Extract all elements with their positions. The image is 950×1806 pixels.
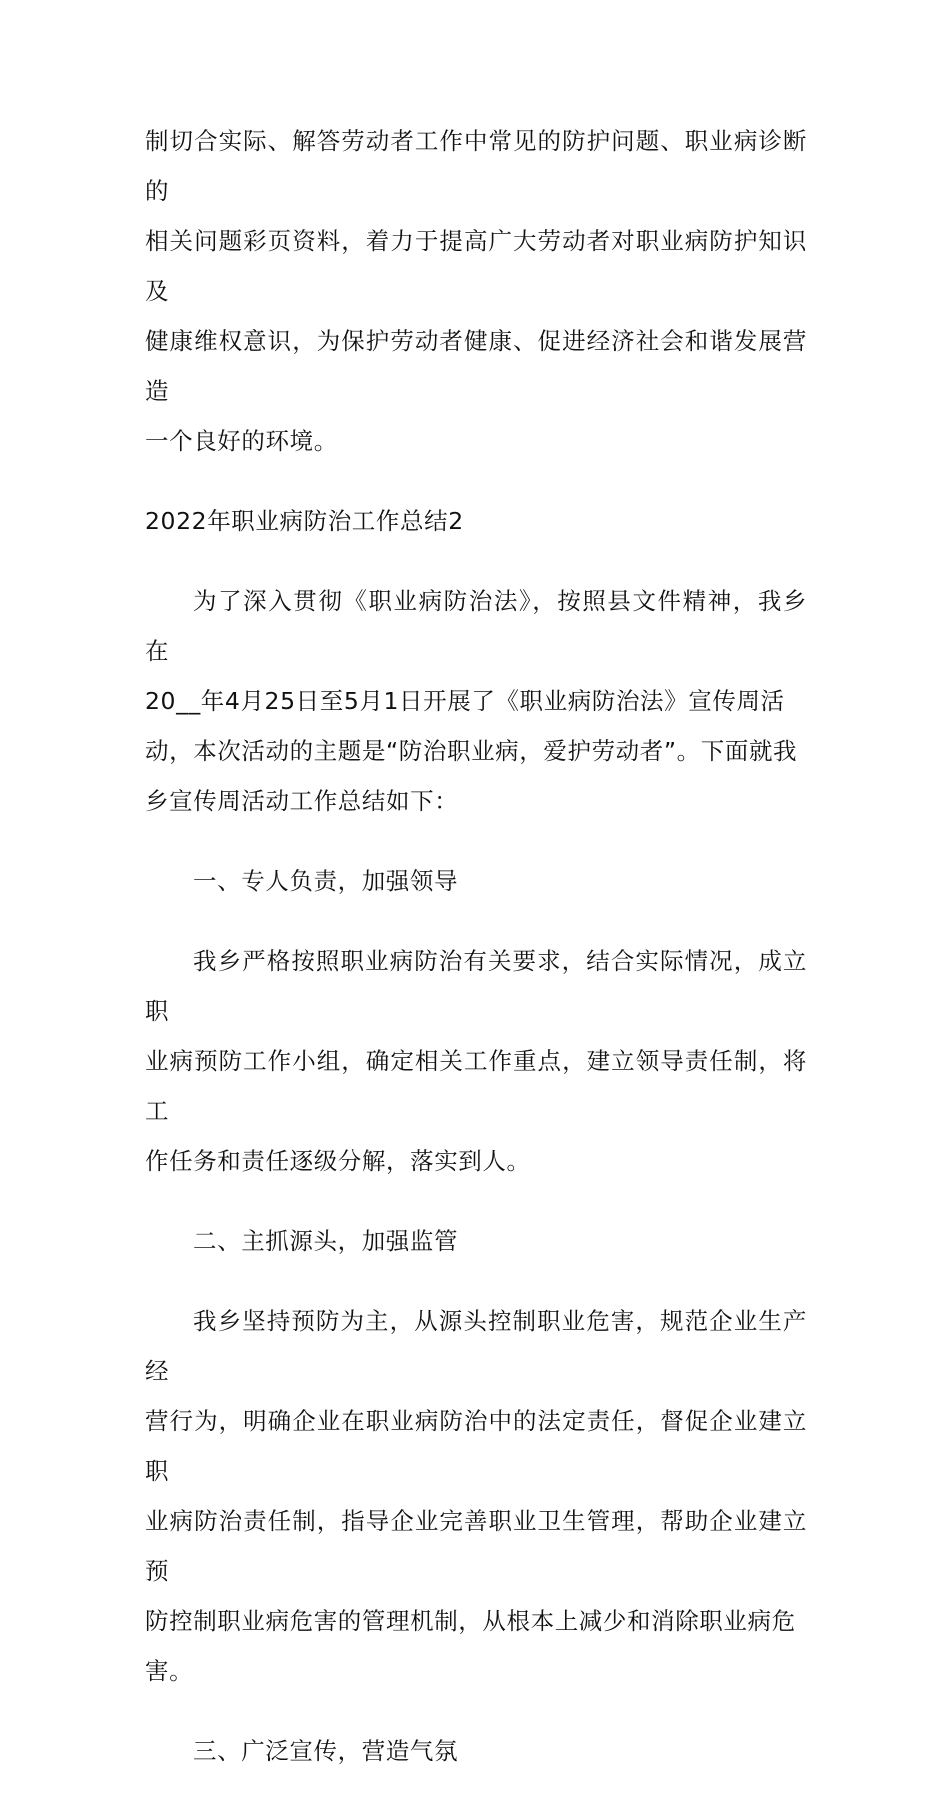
heading-text: 二、主抓源头，加强监管	[193, 1227, 459, 1255]
section-2-body	[145, 1296, 807, 1696]
text-line: 业病预防工作小组，确定相关工作重点，建立领导责任制，将工	[145, 1047, 807, 1125]
text-line: 相关问题彩页资料，着力于提高广大劳动者对职业病防护知识及	[145, 227, 807, 305]
text-line: 我乡严格按照职业病防治有关要求，结合实际情况，成立职	[145, 947, 807, 1025]
section-3-heading	[145, 1726, 807, 1776]
text-line: 营行为，明确企业在职业病防治中的法定责任，督促企业建立职	[145, 1407, 807, 1485]
text-line: 业病防治责任制，指导企业完善职业卫生管理，帮助企业建立预	[145, 1507, 807, 1585]
text-line: 动，本次活动的主题是“防治职业病，爱护劳动者”。下面就我	[145, 737, 798, 765]
text-line: 制切合实际、解答劳动者工作中常见的防护问题、职业病诊断的	[145, 127, 807, 205]
heading-text: 三、广泛宣传，营造气氛	[193, 1737, 459, 1765]
text-line: 我乡坚持预防为主，从源头控制职业危害，规范企业生产经	[145, 1307, 807, 1385]
heading-text: 一、专人负责，加强领导	[193, 867, 459, 895]
text-line: 乡宣传周活动工作总结如下：	[145, 787, 459, 815]
text-line: 一个良好的环境。	[145, 427, 338, 455]
continuation-paragraph	[145, 116, 807, 466]
section-2-heading	[145, 1216, 807, 1266]
text-line: 防控制职业病危害的管理机制，从根本上减少和消除职业病危	[145, 1607, 796, 1635]
document-page	[145, 116, 807, 1806]
text-line: 20__年4月25日至5月1日开展了《职业病防治法》宣传周活	[145, 687, 785, 715]
text-line: 为了深入贯彻《职业病防治法》，按照县文件精神，我乡在	[145, 587, 807, 665]
text-line: 作任务和责任逐级分解，落实到人。	[145, 1147, 531, 1175]
section-1-heading	[145, 856, 807, 906]
text-line: 健康维权意识，为保护劳动者健康、促进经济社会和谐发展营造	[145, 327, 807, 405]
title-text: 2022年职业病防治工作总结2	[145, 507, 464, 535]
section-1-body	[145, 936, 807, 1186]
intro-paragraph	[145, 576, 807, 826]
text-line: 害。	[145, 1657, 194, 1685]
section-title	[145, 496, 807, 546]
